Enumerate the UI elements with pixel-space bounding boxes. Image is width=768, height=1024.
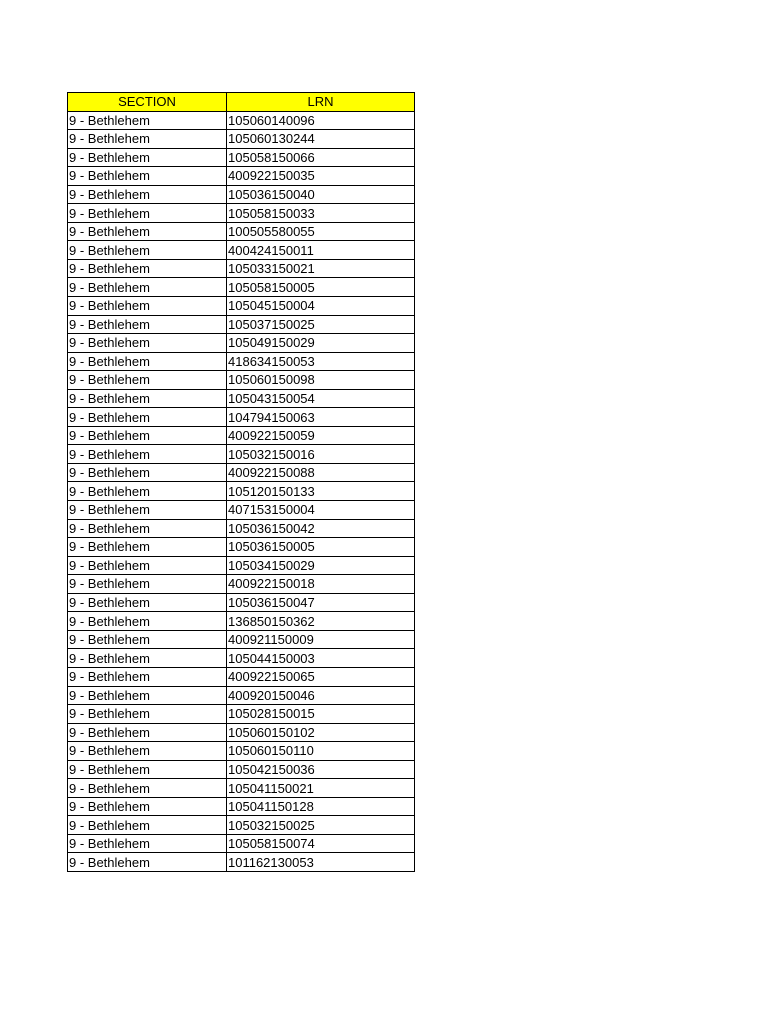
section-cell: 9 - Bethlehem xyxy=(68,315,227,334)
section-cell: 9 - Bethlehem xyxy=(68,723,227,742)
table-row xyxy=(68,259,415,278)
table-row xyxy=(68,779,415,798)
lrn-cell: 105060150098 xyxy=(227,371,415,390)
section-cell: 9 - Bethlehem xyxy=(68,426,227,445)
table-row xyxy=(68,445,415,464)
lrn-cell: 400922150035 xyxy=(227,167,415,186)
table-row xyxy=(68,853,415,872)
lrn-cell: 105041150021 xyxy=(227,779,415,798)
section-cell: 9 - Bethlehem xyxy=(68,371,227,390)
section-cell: 9 - Bethlehem xyxy=(68,482,227,501)
section-cell: 9 - Bethlehem xyxy=(68,278,227,297)
table-row xyxy=(68,371,415,390)
lrn-cell: 105032150025 xyxy=(227,816,415,835)
section-cell: 9 - Bethlehem xyxy=(68,834,227,853)
lrn-cell: 400921150009 xyxy=(227,630,415,649)
lrn-cell: 105036150005 xyxy=(227,538,415,557)
lrn-cell: 105060130244 xyxy=(227,130,415,149)
lrn-cell: 105045150004 xyxy=(227,297,415,316)
table-row xyxy=(68,742,415,761)
table-row xyxy=(68,352,415,371)
lrn-cell: 105044150003 xyxy=(227,649,415,668)
table-row xyxy=(68,389,415,408)
section-cell: 9 - Bethlehem xyxy=(68,649,227,668)
table-row xyxy=(68,167,415,186)
section-cell: 9 - Bethlehem xyxy=(68,556,227,575)
lrn-cell: 400922150059 xyxy=(227,426,415,445)
lrn-cell: 105036150042 xyxy=(227,519,415,538)
table-row xyxy=(68,686,415,705)
lrn-cell: 105036150040 xyxy=(227,185,415,204)
section-cell: 9 - Bethlehem xyxy=(68,463,227,482)
section-cell: 9 - Bethlehem xyxy=(68,222,227,241)
lrn-cell: 100505580055 xyxy=(227,222,415,241)
lrn-cell: 105058150074 xyxy=(227,834,415,853)
lrn-cell: 105036150047 xyxy=(227,593,415,612)
header-section: SECTION xyxy=(68,93,227,112)
table-row xyxy=(68,649,415,668)
table-row xyxy=(68,575,415,594)
section-cell: 9 - Bethlehem xyxy=(68,538,227,557)
table-row xyxy=(68,556,415,575)
lrn-cell: 400922150018 xyxy=(227,575,415,594)
lrn-cell: 105058150033 xyxy=(227,204,415,223)
lrn-cell: 101162130053 xyxy=(227,853,415,872)
section-cell: 9 - Bethlehem xyxy=(68,185,227,204)
table-row xyxy=(68,705,415,724)
table-row xyxy=(68,593,415,612)
section-cell: 9 - Bethlehem xyxy=(68,501,227,520)
lrn-cell: 105120150133 xyxy=(227,482,415,501)
table-row xyxy=(68,334,415,353)
lrn-cell: 418634150053 xyxy=(227,352,415,371)
student-table xyxy=(67,92,415,872)
table-row xyxy=(68,297,415,316)
lrn-cell: 136850150362 xyxy=(227,612,415,631)
table-row xyxy=(68,463,415,482)
header-row xyxy=(68,93,415,112)
section-cell: 9 - Bethlehem xyxy=(68,630,227,649)
section-cell: 9 - Bethlehem xyxy=(68,816,227,835)
table-row xyxy=(68,482,415,501)
table-row xyxy=(68,834,415,853)
lrn-cell: 105043150054 xyxy=(227,389,415,408)
section-cell: 9 - Bethlehem xyxy=(68,797,227,816)
section-cell: 9 - Bethlehem xyxy=(68,389,227,408)
lrn-cell: 105058150005 xyxy=(227,278,415,297)
table-row xyxy=(68,222,415,241)
table-row xyxy=(68,148,415,167)
table-row xyxy=(68,501,415,520)
section-cell: 9 - Bethlehem xyxy=(68,204,227,223)
lrn-cell: 105060140096 xyxy=(227,111,415,130)
table-row xyxy=(68,204,415,223)
lrn-cell: 105041150128 xyxy=(227,797,415,816)
table-row xyxy=(68,185,415,204)
table-body xyxy=(68,111,415,871)
section-cell: 9 - Bethlehem xyxy=(68,575,227,594)
section-cell: 9 - Bethlehem xyxy=(68,742,227,761)
table-row xyxy=(68,315,415,334)
lrn-cell: 104794150063 xyxy=(227,408,415,427)
section-cell: 9 - Bethlehem xyxy=(68,593,227,612)
section-cell: 9 - Bethlehem xyxy=(68,853,227,872)
lrn-cell: 105058150066 xyxy=(227,148,415,167)
section-cell: 9 - Bethlehem xyxy=(68,705,227,724)
table-row xyxy=(68,278,415,297)
lrn-cell: 400922150065 xyxy=(227,667,415,686)
lrn-cell: 400424150011 xyxy=(227,241,415,260)
table-row xyxy=(68,408,415,427)
table-row xyxy=(68,797,415,816)
section-cell: 9 - Bethlehem xyxy=(68,519,227,538)
table-row xyxy=(68,667,415,686)
section-cell: 9 - Bethlehem xyxy=(68,445,227,464)
table-row xyxy=(68,241,415,260)
lrn-cell: 105034150029 xyxy=(227,556,415,575)
section-cell: 9 - Bethlehem xyxy=(68,167,227,186)
table-row xyxy=(68,760,415,779)
section-cell: 9 - Bethlehem xyxy=(68,148,227,167)
lrn-cell: 400922150088 xyxy=(227,463,415,482)
table-row xyxy=(68,426,415,445)
section-cell: 9 - Bethlehem xyxy=(68,334,227,353)
lrn-cell: 400920150046 xyxy=(227,686,415,705)
section-cell: 9 - Bethlehem xyxy=(68,259,227,278)
table-row xyxy=(68,519,415,538)
section-cell: 9 - Bethlehem xyxy=(68,352,227,371)
lrn-cell: 105049150029 xyxy=(227,334,415,353)
section-cell: 9 - Bethlehem xyxy=(68,760,227,779)
section-cell: 9 - Bethlehem xyxy=(68,111,227,130)
section-cell: 9 - Bethlehem xyxy=(68,241,227,260)
table-row xyxy=(68,111,415,130)
table-row xyxy=(68,538,415,557)
lrn-cell: 105037150025 xyxy=(227,315,415,334)
section-cell: 9 - Bethlehem xyxy=(68,779,227,798)
lrn-cell: 105028150015 xyxy=(227,705,415,724)
section-cell: 9 - Bethlehem xyxy=(68,408,227,427)
section-cell: 9 - Bethlehem xyxy=(68,297,227,316)
lrn-cell: 105042150036 xyxy=(227,760,415,779)
table-row xyxy=(68,130,415,149)
section-cell: 9 - Bethlehem xyxy=(68,686,227,705)
lrn-cell: 105060150110 xyxy=(227,742,415,761)
table-row xyxy=(68,816,415,835)
lrn-cell: 105033150021 xyxy=(227,259,415,278)
lrn-cell: 105060150102 xyxy=(227,723,415,742)
section-cell: 9 - Bethlehem xyxy=(68,667,227,686)
table-row xyxy=(68,630,415,649)
lrn-cell: 407153150004 xyxy=(227,501,415,520)
section-cell: 9 - Bethlehem xyxy=(68,130,227,149)
header-lrn: LRN xyxy=(227,93,415,112)
table-row xyxy=(68,723,415,742)
section-cell: 9 - Bethlehem xyxy=(68,612,227,631)
lrn-cell: 105032150016 xyxy=(227,445,415,464)
table-row xyxy=(68,612,415,631)
